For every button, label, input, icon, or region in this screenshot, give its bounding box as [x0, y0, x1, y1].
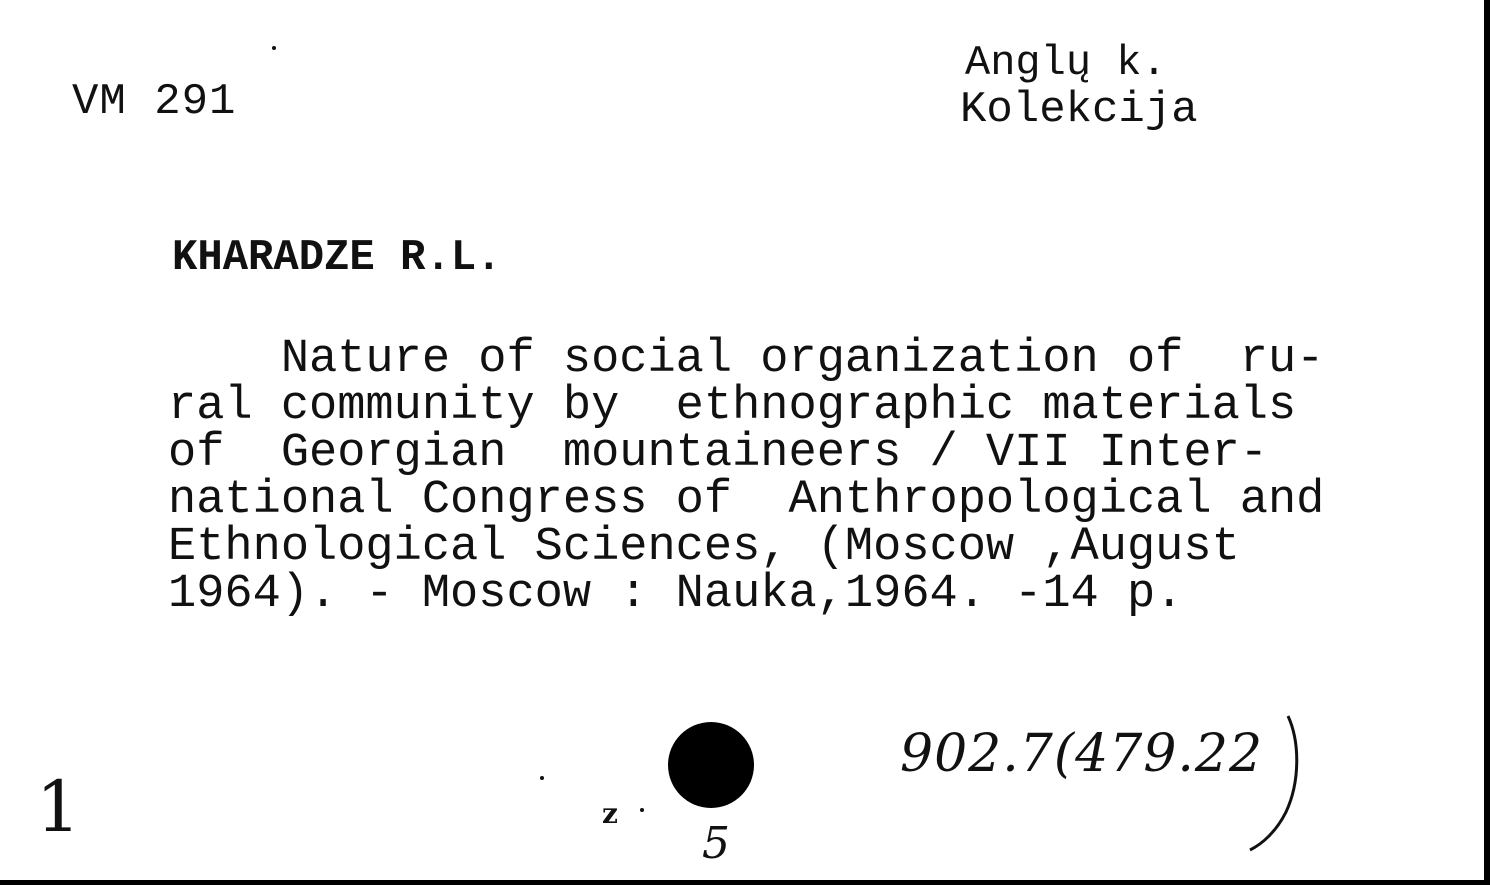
collection-note: Kolekcija — [960, 85, 1198, 135]
description-line: national Congress of Anthropological and — [168, 474, 1325, 527]
description-line: ral community by ethnographic materials — [168, 380, 1297, 433]
shelf-mark: VM 291 — [72, 77, 237, 127]
handwritten-parenthesis-icon — [1238, 712, 1308, 852]
author-heading: KHARADZE R.L. — [172, 233, 502, 283]
ink-speck — [540, 776, 544, 780]
copy-number: 1 — [36, 766, 81, 848]
description-line: 1964). - Moscow : Nauka,1964. -14 p. — [168, 568, 1184, 621]
language-note: Anglų k. — [965, 39, 1167, 87]
description-line: of Georgian mountaineers / VII Inter- — [168, 427, 1268, 480]
handwritten-mark-5: 5 — [702, 818, 730, 869]
ink-speck — [272, 46, 276, 50]
handwritten-mark-z: z — [602, 797, 618, 830]
ink-speck — [640, 808, 644, 812]
bibliographic-description — [168, 333, 1448, 621]
description-line: Nature of social organization of ru- — [168, 333, 1325, 386]
description-line: Ethnological Sciences, (Moscow ,August — [168, 521, 1240, 574]
stamp-dot — [668, 722, 754, 808]
classification-number: 902.7(479.22 — [900, 724, 1264, 784]
